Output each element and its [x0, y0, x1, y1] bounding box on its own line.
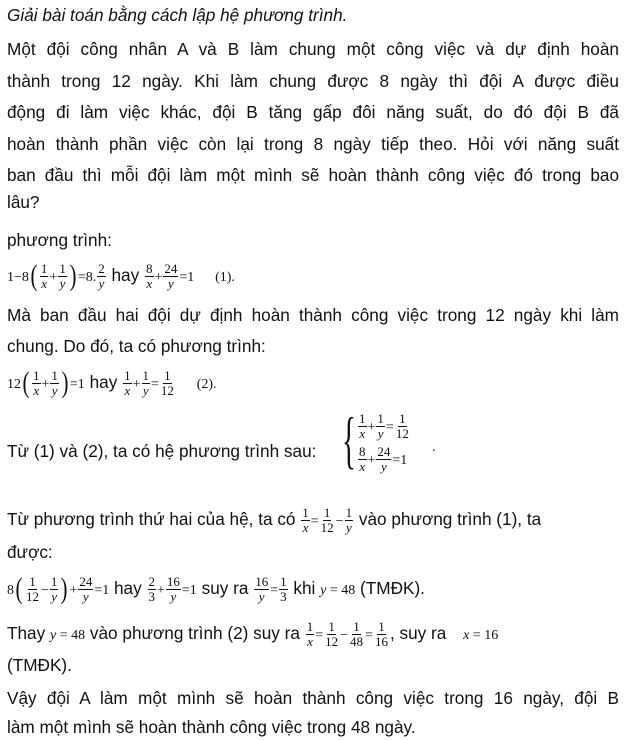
problem-line-1: Một đội công nhân A và B làm chung một công việc và dự định hoàn	[7, 39, 619, 59]
problem-line-5: ban đầu thì mỗi đội làm một mình sẽ hoàn thành công việc đó trong bao	[7, 165, 619, 185]
problem-line-6: lâu?	[7, 192, 40, 212]
heading: Giải bài toán bằng cách lập hệ phương trình.	[7, 5, 348, 25]
system-brace: {	[342, 404, 356, 475]
conclusion-line-1: Vậy đội A làm một mình sẽ hoàn thành công việc trong 16 ngày, đội B	[7, 688, 619, 708]
solution-intro: phương trình:	[7, 230, 112, 250]
solution-line-8: được:	[7, 542, 53, 562]
system-equations: $\frac{1}{x}$ + $\frac{1}{y}$ = $\frac{1}{12}$ $\frac{8}{x}$ + $\frac{24}{y}$ =1	[359, 410, 409, 474]
problem-line-4: hoàn thành phần việc còn lại trong 8 ngày tiếp theo. Hỏi với năng suất	[7, 134, 619, 154]
hay-1: hay	[111, 265, 140, 285]
equation-1-line: 1−8( $\frac{1}{x}$ + $\frac{1}{y}$ ) =8. $\frac{2}{y}$ hay $\frac{8}{x}$ + $\frac{24}{y}$ =1 (1).	[7, 259, 235, 293]
solution-line-4: chung. Do đó, ta có phương trình:	[7, 336, 266, 356]
conclusion-line-2: làm một mình sẽ hoàn thành công việc trong 48 ngày.	[7, 717, 416, 737]
hay-2: hay	[89, 372, 118, 392]
problem-line-3: động đi làm việc khác, đội B tăng gấp đôi năng suất, do đó đội B đã	[7, 102, 619, 122]
equation-1-label: (1).	[215, 270, 235, 285]
equation-2-line: 12( $\frac{1}{x}$ + $\frac{1}{y}$ ) =1 hay $\frac{1}{x}$ + $\frac{1}{y}$ = $\frac{1}{12}$ (2).	[7, 366, 217, 400]
solution-line-10: Thay y = 48 vào phương trình (2) suy ra $\frac{1}{x}$ = $\frac{1}{12}$ − $\frac{1}{48}$ = $\frac{1}{16}$ , suy ra x = 16	[7, 618, 499, 649]
equation-2-label: (2).	[196, 377, 217, 392]
solution-line-3: Mà ban đầu hai đội dự định hoàn thành công việc trong 12 ngày khi làm	[7, 305, 619, 325]
solution-line-9: 8( $\frac{1}{12}$ − $\frac{1}{y}$ ) + $\frac{24}{y}$ =1 hay $\frac{2}{3}$ + $\frac{16}{y}$ =1 suy ra $\frac{16}{y}$ = $\frac{1}{3}$ khi y = 48 (TMĐK).	[7, 572, 425, 606]
solution-line-11: (TMĐK).	[7, 655, 72, 675]
problem-line-2: thành trong 12 ngày. Khi làm chung được 8 ngày thì đội A được điều	[7, 71, 619, 91]
system-intro: Từ (1) và (2), ta có hệ phương trình sau:	[7, 441, 317, 461]
solution-line-7: Từ phương trình thứ hai của hệ, ta có $\frac{1}{x}$ = $\frac{1}{12}$ − $\frac{1}{y}$ vào phương trình (1), ta	[7, 504, 542, 535]
